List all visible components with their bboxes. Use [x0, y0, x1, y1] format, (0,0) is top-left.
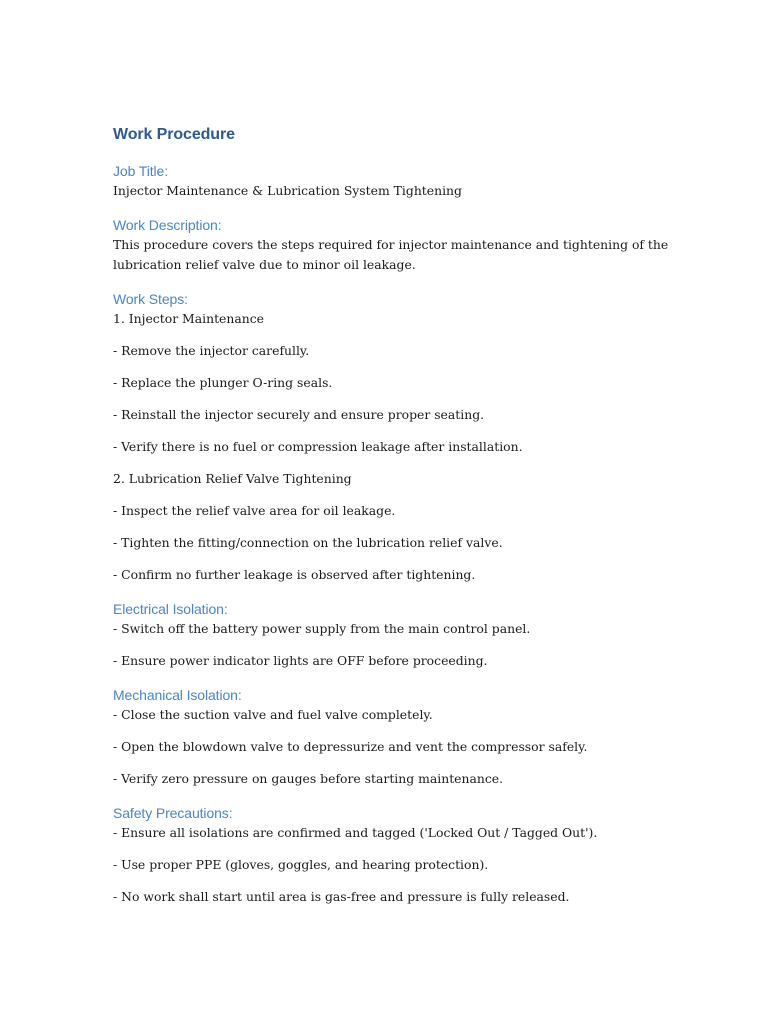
electrical-isolation-item: - Switch off the battery power supply from the main control panel.: [113, 621, 531, 636]
electrical-isolation-heading: Electrical Isolation:: [113, 601, 228, 617]
mechanical-isolation-item: - Close the suction valve and fuel valve completely.: [113, 707, 433, 722]
mechanical-isolation-item: - Verify zero pressure on gauges before starting maintenance.: [113, 771, 504, 786]
mechanical-isolation-heading: Mechanical Isolation:: [113, 687, 242, 703]
work-steps-section: [113, 289, 673, 585]
work-step-item: - Verify there is no fuel or compression leakage after installation.: [113, 439, 523, 454]
work-steps-heading: Work Steps:: [113, 291, 188, 307]
document-title: Work Procedure: [113, 126, 235, 143]
work-description-section: [113, 215, 673, 275]
mechanical-isolation-item: - Open the blowdown valve to depressurize and vent the compressor safely.: [113, 739, 588, 754]
work-description-line-2: lubrication relief valve due to minor oil leakage.: [113, 257, 416, 272]
work-step-item: - Reinstall the injector securely and ensure proper seating.: [113, 407, 485, 422]
work-step-item: - Tighten the fitting/connection on the lubrication relief valve.: [113, 535, 503, 550]
safety-precaution-item: - Use proper PPE (gloves, goggles, and hearing protection).: [113, 857, 489, 872]
job-title-section: [113, 161, 673, 201]
mechanical-isolation-section: [113, 685, 673, 789]
safety-precaution-item: - Ensure all isolations are confirmed and tagged ('Locked Out / Tagged Out').: [113, 825, 598, 840]
work-step-item: 1. Injector Maintenance: [113, 311, 264, 326]
work-step-item: - Replace the plunger O-ring seals.: [113, 375, 333, 390]
electrical-isolation-section: [113, 599, 673, 671]
electrical-isolation-item: - Ensure power indicator lights are OFF before proceeding.: [113, 653, 488, 668]
safety-precautions-heading: Safety Precautions:: [113, 805, 233, 821]
document-page: [113, 123, 673, 907]
work-description-line-1: This procedure covers the steps required for injector maintenance and tightening of the: [113, 237, 669, 252]
work-step-item: 2. Lubrication Relief Valve Tightening: [113, 471, 352, 486]
job-title-text: Injector Maintenance & Lubrication System Tightening: [113, 183, 462, 198]
work-step-item: - Remove the injector carefully.: [113, 343, 310, 358]
work-description-heading: Work Description:: [113, 217, 222, 233]
job-title-heading: Job Title:: [113, 163, 169, 179]
work-step-item: - Confirm no further leakage is observed after tightening.: [113, 567, 476, 582]
safety-precautions-section: [113, 803, 673, 907]
work-step-item: - Inspect the relief valve area for oil leakage.: [113, 503, 396, 518]
safety-precaution-item: - No work shall start until area is gas-free and pressure is fully released.: [113, 889, 570, 904]
